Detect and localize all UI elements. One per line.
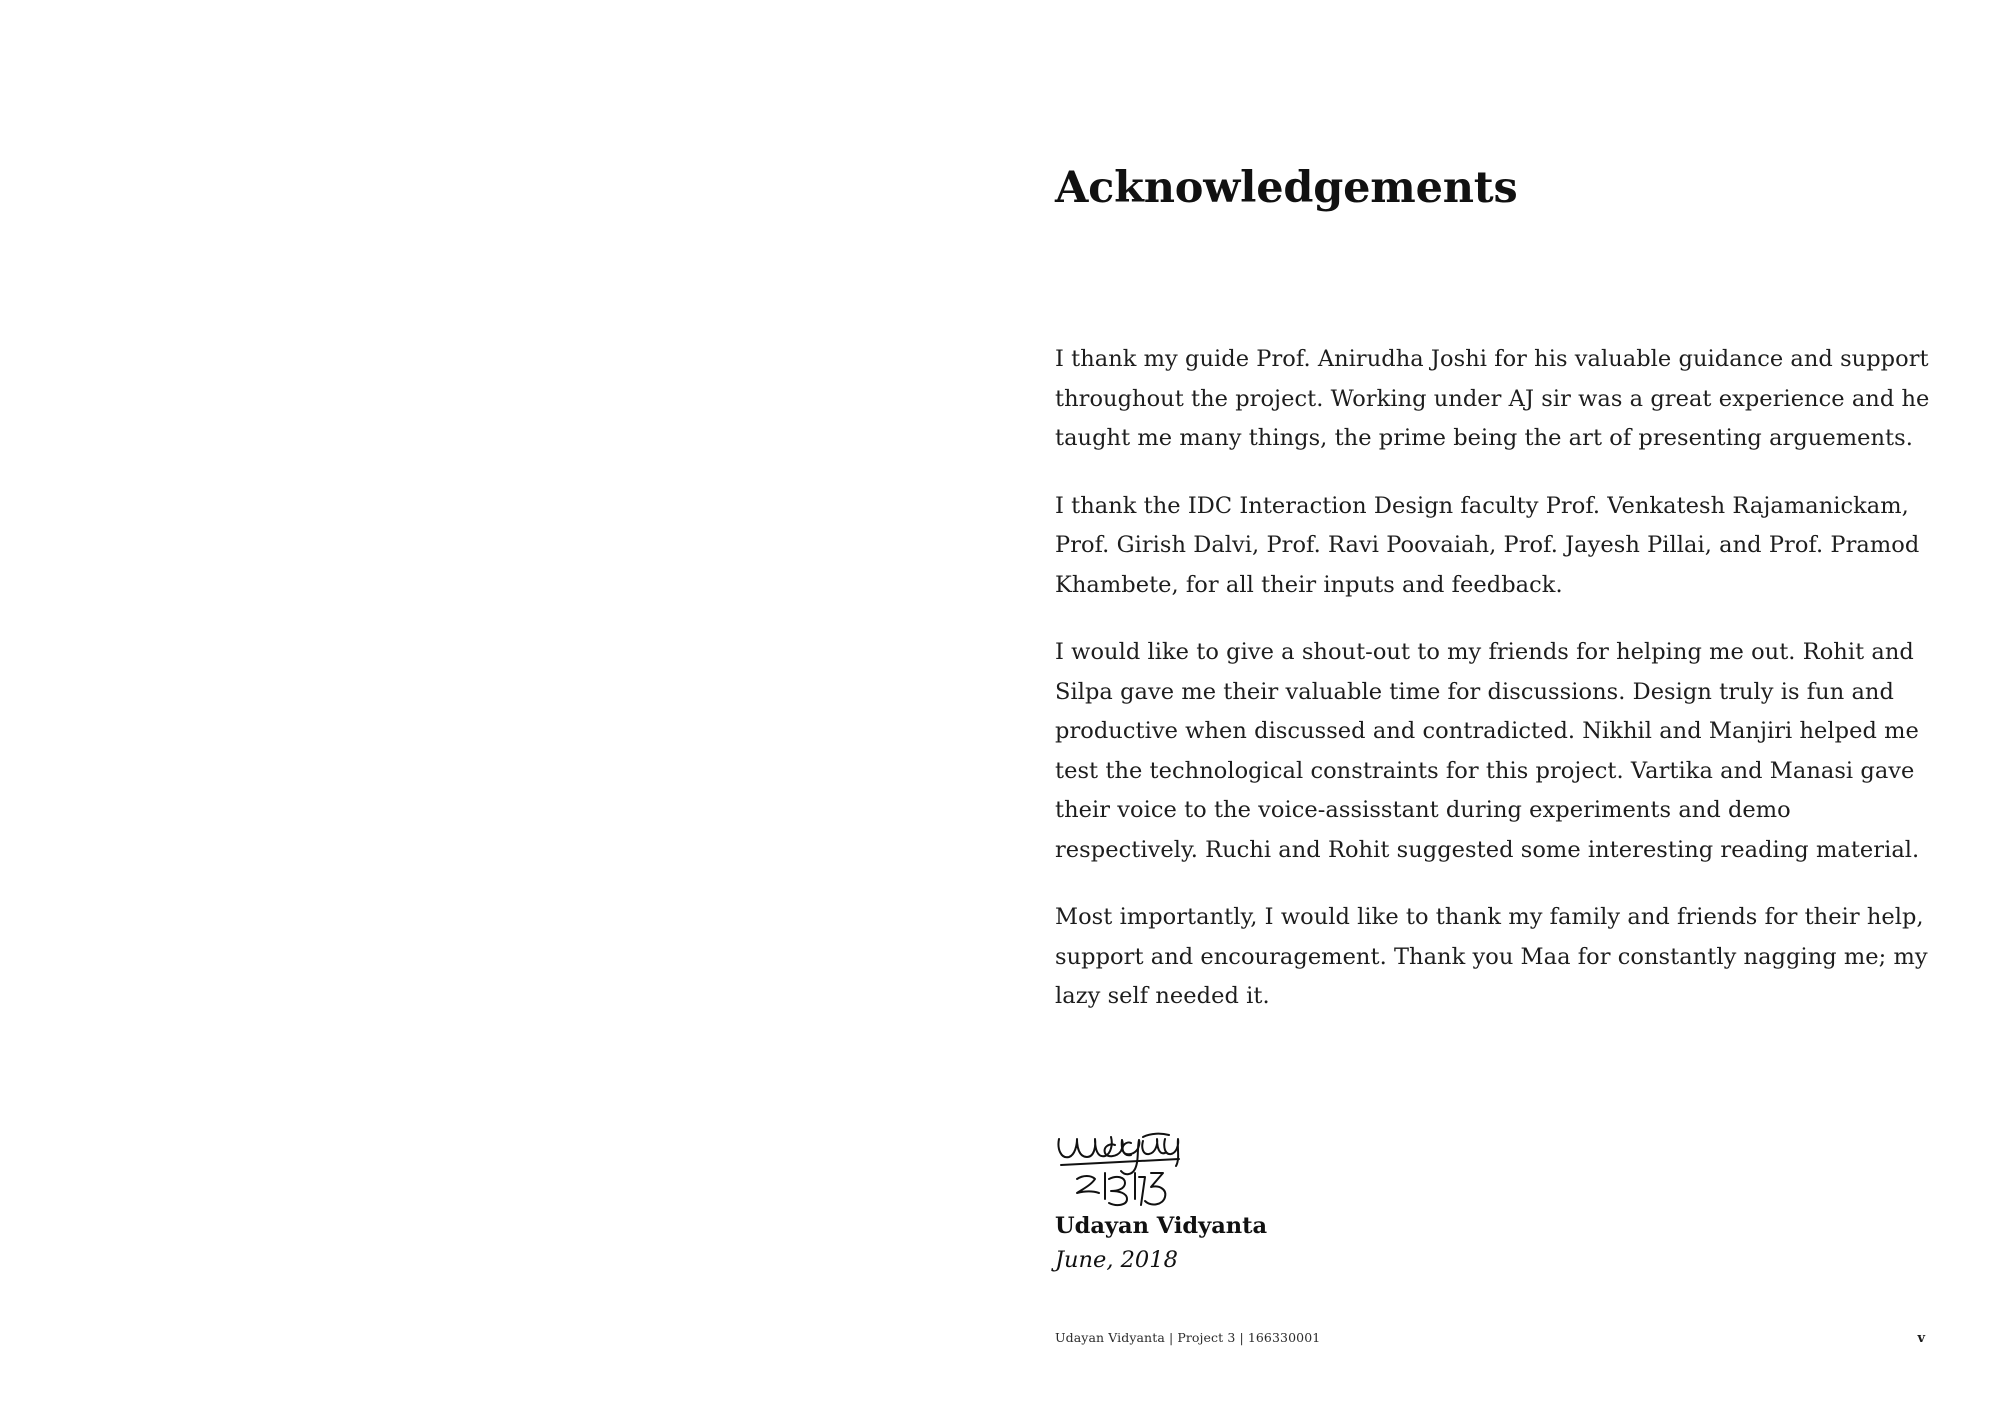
paragraph: I thank my guide Prof. Anirudha Joshi for his valuable guidance and support throughout the project. Working under AJ sir was a great experience and he taught me many things, the prime being the art of presenting arguements.	[1055, 346, 1930, 451]
page-content	[1055, 0, 1955, 1414]
page-footer	[1055, 1330, 1955, 1346]
footer-attribution: Udayan Vidyanta | Project 3 | 166330001	[1055, 1330, 1321, 1345]
paragraph: Most importantly, I would like to thank my family and friends for their help, support and encouragement. Thank you Maa for constantly nagging me; my lazy self needed it.	[1055, 904, 1928, 1009]
paragraph: I thank the IDC Interaction Design faculty Prof. Venkatesh Rajamanickam, Prof. Girish Dalvi, Prof. Ravi Poovaiah, Prof. Jayesh Pillai, and Prof. Pramod Khambete, for all their inputs and feedback.	[1055, 492, 1920, 598]
handwritten-signature-icon	[1055, 1135, 1255, 1207]
signer-date: June, 2018	[1055, 1247, 1178, 1273]
paragraph: I would like to give a shout-out to my friends for helping me out. Rohit and Silpa gave me their valuable time for discussions. Design truly is fun and productive when discussed and contradicted. Nikhil and Manjiri helped me test the technological constraints for this project. Vartika and Manasi gave their voice to the voice-assisstant during experiments and demo respectively. Ruchi and Rohit suggested some interesting reading material.	[1055, 639, 1920, 863]
page-title: Acknowledgements	[1055, 162, 1518, 213]
signature-block	[1055, 1135, 1935, 1277]
signer-name: Udayan Vidyanta	[1055, 1213, 1268, 1239]
footer-page-number: v	[1917, 1331, 1925, 1346]
body-text	[1055, 340, 1935, 1045]
